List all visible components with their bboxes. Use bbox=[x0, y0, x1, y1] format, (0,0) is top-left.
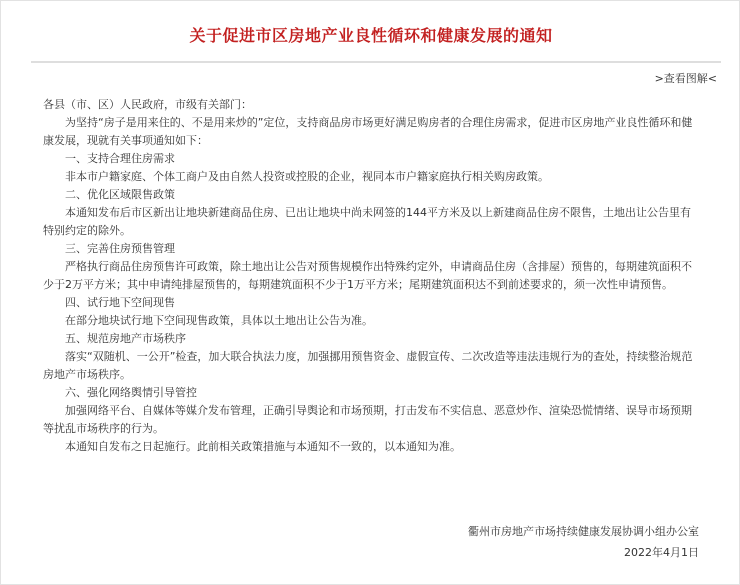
section-heading-2: 二、优化区域限售政策 bbox=[65, 188, 175, 201]
section-body-3: 严格执行商品住房预售许可政策，除土地出让公告对预售规模作出特殊约定外，申请商品住房（含排屋）预售的，每期建筑面积不少于2万平方米；其中申请纯排屋预售的，每期建筑面积不少于1万平方米；尾期建筑面积达不到前述要求的，须一次性申请预售。 bbox=[43, 260, 692, 291]
page-title: 关于促进市区房地产业良性循环和健康发展的通知 bbox=[189, 26, 553, 45]
view-infographic-link[interactable]: >查看图解< bbox=[654, 72, 717, 85]
section-body-2: 本通知发布后市区新出让地块新建商品住房、已出让地块中尚未网签的144平方米及以上新建商品住房不限售，土地出让公告里有特别约定的除外。 bbox=[43, 206, 691, 237]
intro-paragraph: 为坚持“房子是用来住的、不是用来炒的”定位，支持商品房市场更好满足购房者的合理住房需求，促进市区房地产业良性循环和健康发展，现就有关事项通知如下： bbox=[43, 116, 693, 147]
section-body-5: 落实“双随机、一公开”检查，加大联合执法力度，加强挪用预售资金、虚假宣传、二次改造等违法违规行为的查处，持续整治规范房地产市场秩序。 bbox=[43, 350, 693, 381]
section-body-1: 非本市户籍家庭、个体工商户及由自然人投资或控股的企业，视同本市户籍家庭执行相关购房政策。 bbox=[65, 170, 549, 183]
notice-body bbox=[43, 96, 695, 456]
section-heading-4: 四、试行地下空间现售 bbox=[65, 296, 175, 309]
section-heading-5: 五、规范房地产市场秩序 bbox=[65, 332, 186, 345]
section-heading-6: 六、强化网络舆情引导管控 bbox=[65, 386, 197, 399]
section-heading-3: 三、完善住房预售管理 bbox=[65, 242, 175, 255]
issuing-organization: 衢州市房地产市场持续健康发展协调小组办公室 bbox=[468, 525, 699, 538]
closing-paragraph: 本通知自发布之日起施行。此前相关政策措施与本通知不一致的，以本通知为准。 bbox=[65, 440, 461, 453]
section-body-4: 在部分地块试行地下空间现售政策，具体以土地出让公告为准。 bbox=[65, 314, 373, 327]
issue-date: 2022年4月1日 bbox=[624, 546, 699, 559]
section-body-6: 加强网络平台、自媒体等媒介发布管理，正确引导舆论和市场预期，打击发布不实信息、恶意炒作、渲染恐慌情绪、误导市场预期等扰乱市场秩序的行为。 bbox=[43, 404, 692, 435]
signature-block bbox=[468, 521, 699, 563]
section-heading-1: 一、支持合理住房需求 bbox=[65, 152, 175, 165]
salutation: 各县（市、区）人民政府，市级有关部门： bbox=[43, 98, 252, 111]
title-divider bbox=[31, 61, 721, 63]
